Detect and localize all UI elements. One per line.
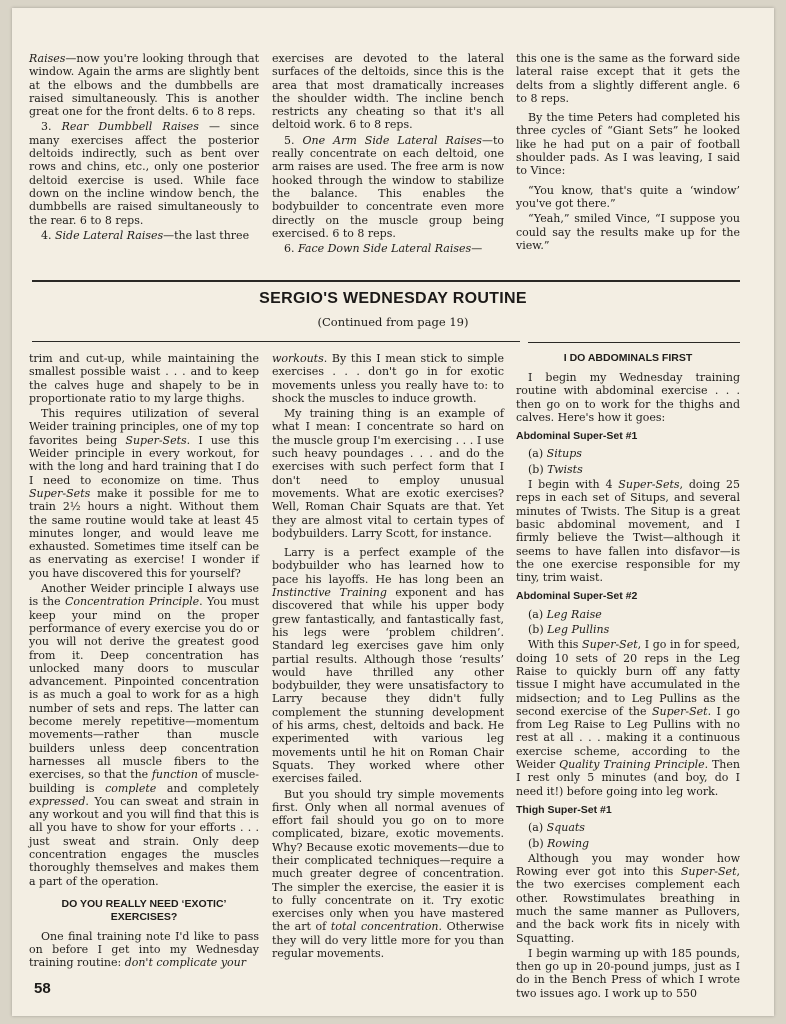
- top-column-1: [29, 52, 259, 242]
- paragraph: By the time Peters had completed his three cycles of “Giant Sets” he looked like he had put on a pair of football shoulder pads. As I was leaving, I said to Vince:: [516, 111, 740, 178]
- paragraph: trim and cut-up, while maintaining the smallest possible waist . . . and to keep the calves huge and shapely to be in proportionate ratio to my large thighs.: [29, 352, 259, 405]
- paragraph: My training thing is an example of what I mean: I concentrate so hard on the muscle group I'm exercising . . . I use such heavy poundages . . . and do the exercises with such perfect form that I don't need to employ unusual movements. What are exotic exercises? Well, Roman Chair Squats are that. Yet they are almost vital to certain types of bodybuilders. Larry Scott, for instance.: [272, 407, 504, 540]
- superset-title: Abdominal Super-Set #2: [516, 590, 638, 603]
- exercise-item: (b) Rowing: [528, 836, 590, 850]
- paragraph: I begin with 4 Super-Sets, doing 25 reps in each set of Situps, and several minutes of Twists. The Situp is a great basic abdominal movement, and I firmly believe the Twist—although it seems to have fallen into disfavor—is the one exercise responsible for my tiny, trim waist.: [516, 478, 740, 585]
- article-title: SERGIO'S WEDNESDAY ROUTINE: [259, 290, 527, 307]
- exercise-item: (b) Twists: [528, 462, 583, 476]
- paragraph: “You know, that's quite a ‘window’ you've got there.”: [516, 183, 740, 210]
- top-column-3: [516, 52, 740, 252]
- paragraph: 3. Rear Dumbbell Raises — since many exercises affect the posterior deltoids indirectly, such as bent over rows and chins, etc., only one posterior deltoid exercise is used. While face down on the incline window bench, the dumbbells are raised simultaneously to the rear. 6 to 8 reps.: [29, 120, 259, 227]
- column-heading-rule: [528, 342, 740, 343]
- paragraph: Another Weider principle I always use is the Concentration Principle. You must keep your mind on the proper performance of every exercise you do or you will not derive the greatest good from it. Deep concentration has unlocked many doors to muscular advancement. Pinpointed concentration is as much a goal to work for as a high number of sets and reps. The latter can become merely repetitive—momentum movements—rather than muscle builders unless deep concentration harnesses all muscle fibers to the exercises, so that the function of muscle-building is complete and completely expressed. You can sweat and strain in any workout and you will find that this is all you have to show for your efforts . . . just sweat and strain. Only deep concentration engages the muscles thoroughly themselves and makes them a part of the operation.: [29, 582, 259, 888]
- paragraph: 6. Face Down Side Lateral Raises—: [284, 242, 483, 256]
- exercise-item: (b) Leg Pullins: [528, 623, 610, 637]
- paragraph: 5. One Arm Side Lateral Raises—to really concentrate on each deltoid, one arm raises are used. The free arm is now hooked through the window to stabilize the balance. This enables the bodybuilder to concentrate even more directly on the muscle group being exercised. 6 to 8 reps.: [272, 133, 504, 240]
- paragraph: this one is the same as the forward side lateral raise except that it gets the delts from a slightly different angle. 6 to 8 reps.: [516, 52, 740, 105]
- exercise-item: (a) Leg Raise: [528, 607, 602, 621]
- top-column-2: [272, 52, 504, 255]
- paragraph: This requires utilization of several Weider training principles, one of my top favorites being Super-Sets. I use this Weider principle in every workout, for with the long and hard training that I do I need to economize on time. Thus Super-Sets make it possible for me to train 2½ hours a night. Without them the same routine would take at least 45 minutes longer, and would leave me exhausted. Sometimes time itself can be as enervating as exercise! I wonder if you have discovered this for yourself?: [29, 407, 259, 580]
- page-number: 58: [34, 980, 51, 997]
- column-heading: I DO ABDOMINALS FIRST: [563, 352, 693, 364]
- section-subheading: DO YOU REALLY NEED ‘EXOTIC’ EXERCISES?: [61, 897, 227, 923]
- paragraph: But you should try simple movements first. Only when all normal avenues of effort fail should you go on to more complicated, bizare, exotic movements. Why? Because exotic movements—due to their complicated techniques—require a much greater degree of concentration. The simpler the exercise, the easier it is to fully concentrate on it. Try exotic exercises only when you have mastered the art of total concentration. Otherwise they will do very little more for you than regular movements.: [272, 787, 505, 961]
- section-divider: [32, 280, 740, 282]
- paragraph: “Yeah,” smiled Vince, “I suppose you could say the results make up for the view.”: [516, 212, 740, 252]
- paragraph: Raises—now you're looking through that window. Again the arms are slightly bent at the elbows and the dumbbells are raised simultaneously. This is another great one for the front delts. 6 to 8 reps.: [29, 52, 259, 119]
- paragraph: With this Super-Set, I go in for speed, doing 10 sets of 20 reps in the Leg Raise to quickly burn off any fatty tissue I might have accumulated in the midsection; and to Leg Pullins as the second exercise of the Super-Set. I go from Leg Raise to Leg Pullins with no rest at all . . . making it a continuous exercise scheme, according to the Weider Quality Training Principle. Then I rest only 5 minutes (and boy, do I need it!) before going into leg work.: [516, 638, 741, 798]
- paragraph: Larry is a perfect example of the bodybuilder who has learned how to pace his layoffs. He has long been an Instinctive Training exponent and has discovered that while his upper body grew fantastically, and fantastically fast, his legs were ‘problem children’. Standard leg exercises gave him only partial results. Although those ‘results’ would have thrilled any other bodybuilder, they were unsatisfactory to Larry because they didn't fully complement the stunning development of his arms, chest, deltoids and back. He experimented with various leg movements until he hit on Roman Chair Squats. They worked where other exercises failed.: [272, 546, 504, 786]
- continued-note: (Continued from page 19): [317, 315, 469, 329]
- paragraph: exercises are devoted to the lateral surfaces of the deltoids, since this is the area that most dramatically increases the shoulder width. The incline bench restricts any cheating so that it's all deltoid work. 6 to 8 reps.: [272, 52, 504, 132]
- paragraph: I begin warming up with 185 pounds, then go up in 20-pound jumps, just as I do in the Bench Press of which I wrote two issues ago. I work up to 550: [516, 946, 740, 1000]
- magazine-page: [12, 8, 774, 1016]
- section-divider: [32, 341, 520, 342]
- paragraph: One final training note I'd like to pass on before I get into my Wednesday training routine: don't complicate your: [29, 929, 259, 970]
- bottom-column-1: [29, 352, 259, 970]
- bottom-column-2: [272, 352, 504, 960]
- superset-title: Abdominal Super-Set #1: [516, 430, 638, 443]
- superset-title: Thigh Super-Set #1: [516, 803, 612, 816]
- bottom-column-3: [516, 352, 740, 1000]
- paragraph: I begin my Wednesday training routine with abdominal exercise . . . then go on to work for the thighs and calves. Here's how it goes:: [516, 371, 740, 424]
- exercise-item: (a) Situps: [528, 447, 582, 461]
- paragraph: Although you may wonder how Rowing ever got into this Super-Set, the two exercises complement each other. Rowstimulates breathing in much the same manner as Pullovers, and the back work fits in nicely with Squatting.: [516, 851, 740, 945]
- paragraph: 4. Side Lateral Raises—the last three: [41, 228, 250, 242]
- paragraph: workouts. By this I mean stick to simple exercises . . . don't go in for exotic movements unless you really have to: to shock the muscles to induce growth.: [272, 352, 504, 405]
- exercise-item: (a) Squats: [528, 821, 585, 835]
